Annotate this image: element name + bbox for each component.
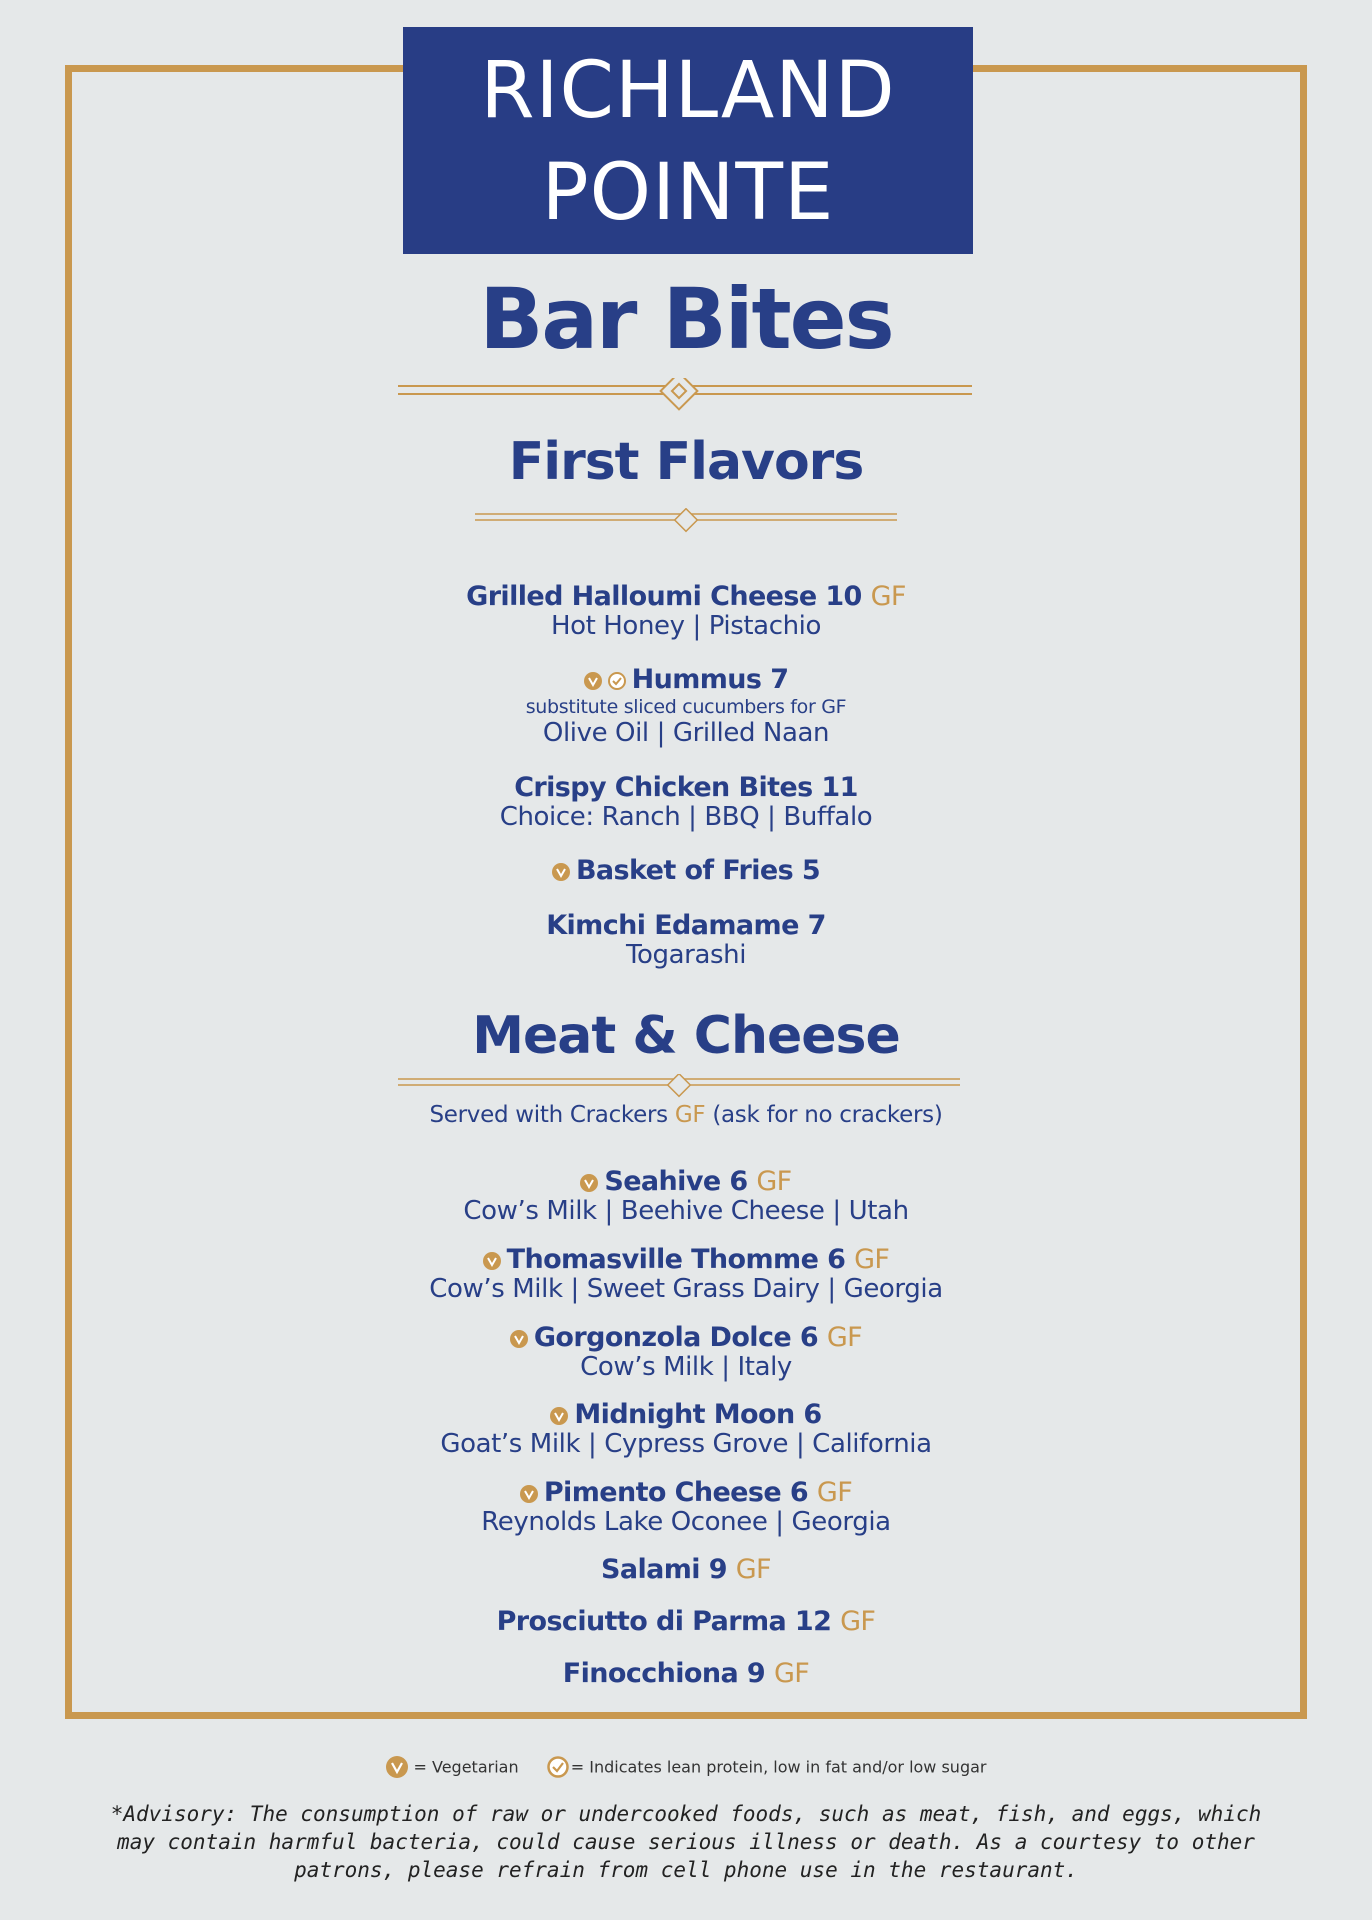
vegetarian-icon xyxy=(552,863,570,881)
item-description: Cow’s Milk | Sweet Grass Dairy | Georgia xyxy=(429,1274,943,1304)
gf-badge: GF xyxy=(773,1658,810,1689)
vegetarian-icon xyxy=(580,1174,598,1192)
brand-line-1: RICHLAND xyxy=(480,46,896,136)
item-name: Crispy Chicken Bites 11 xyxy=(514,772,858,803)
item-name: Midnight Moon 6 xyxy=(574,1399,822,1430)
menu-item-salami xyxy=(0,1555,1372,1585)
item-description: Cow’s Milk | Beehive Cheese | Utah xyxy=(463,1196,909,1226)
brand-line-2: POINTE xyxy=(541,148,835,238)
menu-item-finocchiona xyxy=(0,1659,1372,1689)
dietary-legend xyxy=(0,1756,1372,1778)
item-description: Choice: Ranch | BBQ | Buffalo xyxy=(499,802,873,832)
gf-badge: GF xyxy=(735,1554,771,1585)
item-name: Kimchi Edamame 7 xyxy=(546,910,826,941)
lean-protein-icon xyxy=(547,1756,569,1778)
section-title-meat-cheese: Meat & Cheese xyxy=(472,1006,900,1066)
note-text: (ask for no crackers) xyxy=(712,1102,943,1128)
item-description: Hot Honey | Pistachio xyxy=(550,611,822,641)
menu-item-hummus xyxy=(0,665,1372,747)
item-name: Thomasville Thomme 6 xyxy=(506,1244,846,1275)
item-description: Goat’s Milk | Cypress Grove | California xyxy=(440,1429,932,1459)
advisory-disclaimer: *Advisory: The consumption of raw or undercooked foods, such as meat, fish, and eggs, which may contain harmful bacteria, could cause serious illness or death. As a courtesy to other patrons, please refrain from cell phone use in the restaurant. xyxy=(110,1802,1262,1882)
menu-item-chicken-bites xyxy=(0,773,1372,831)
legend-vegetarian-label: = Vegetarian xyxy=(413,1757,519,1777)
menu-item-gorgonzola xyxy=(0,1323,1372,1381)
item-name: Finocchiona 9 xyxy=(562,1658,766,1689)
gf-badge: GF xyxy=(674,1102,706,1128)
vegetarian-icon xyxy=(510,1330,528,1348)
item-name: Basket of Fries 5 xyxy=(575,855,821,886)
item-description: Reynolds Lake Oconee | Georgia xyxy=(481,1507,891,1537)
menu-item-halloumi xyxy=(0,582,1372,640)
item-name: Salami 9 xyxy=(601,1554,727,1585)
vegetarian-icon xyxy=(386,1756,408,1778)
item-description: Cow’s Milk | Italy xyxy=(580,1352,792,1382)
item-name: Pimento Cheese 6 xyxy=(543,1477,809,1508)
item-name: Seahive 6 xyxy=(604,1166,748,1197)
gf-badge: GF xyxy=(840,1606,876,1637)
menu-item-edamame xyxy=(0,911,1372,969)
menu-item-seahive xyxy=(0,1167,1372,1225)
menu-item-midnight-moon xyxy=(0,1400,1372,1458)
item-description: Togarashi xyxy=(625,940,747,970)
vegetarian-icon xyxy=(550,1407,568,1425)
diamond-ornament-icon xyxy=(475,508,897,538)
item-name: Grilled Halloumi Cheese 10 xyxy=(466,581,862,612)
note-text: Served with Crackers xyxy=(429,1102,668,1128)
menu-item-prosciutto xyxy=(0,1607,1372,1637)
section-title-first-flavors: First Flavors xyxy=(508,432,864,492)
lean-protein-icon xyxy=(608,672,626,690)
vegetarian-icon xyxy=(483,1252,501,1270)
meat-section-note xyxy=(0,1102,1372,1128)
brand-logo-box xyxy=(403,27,973,254)
item-description: Olive Oil | Grilled Naan xyxy=(542,718,830,748)
diamond-ornament-icon xyxy=(398,378,972,424)
menu-item-pimento-cheese xyxy=(0,1478,1372,1536)
menu-item-thomasville-thomme xyxy=(0,1245,1372,1303)
menu-item-fries xyxy=(0,856,1372,886)
gf-badge: GF xyxy=(854,1244,890,1275)
gf-badge: GF xyxy=(826,1322,863,1353)
vegetarian-icon xyxy=(520,1485,538,1503)
item-substitution-note: substitute sliced cucumbers for GF xyxy=(525,696,847,718)
item-name: Gorgonzola Dolce 6 xyxy=(533,1322,819,1353)
diamond-ornament-icon xyxy=(398,1074,960,1100)
gf-badge: GF xyxy=(816,1477,853,1508)
item-name: Hummus 7 xyxy=(631,664,789,695)
item-name: Prosciutto di Parma 12 xyxy=(496,1606,832,1637)
gf-badge: GF xyxy=(756,1166,792,1197)
vegetarian-icon xyxy=(584,672,602,690)
page-title: Bar Bites xyxy=(479,270,893,368)
legend-lean-label: = Indicates lean protein, low in fat and/or low sugar xyxy=(570,1757,987,1777)
gf-badge: GF xyxy=(870,581,906,612)
